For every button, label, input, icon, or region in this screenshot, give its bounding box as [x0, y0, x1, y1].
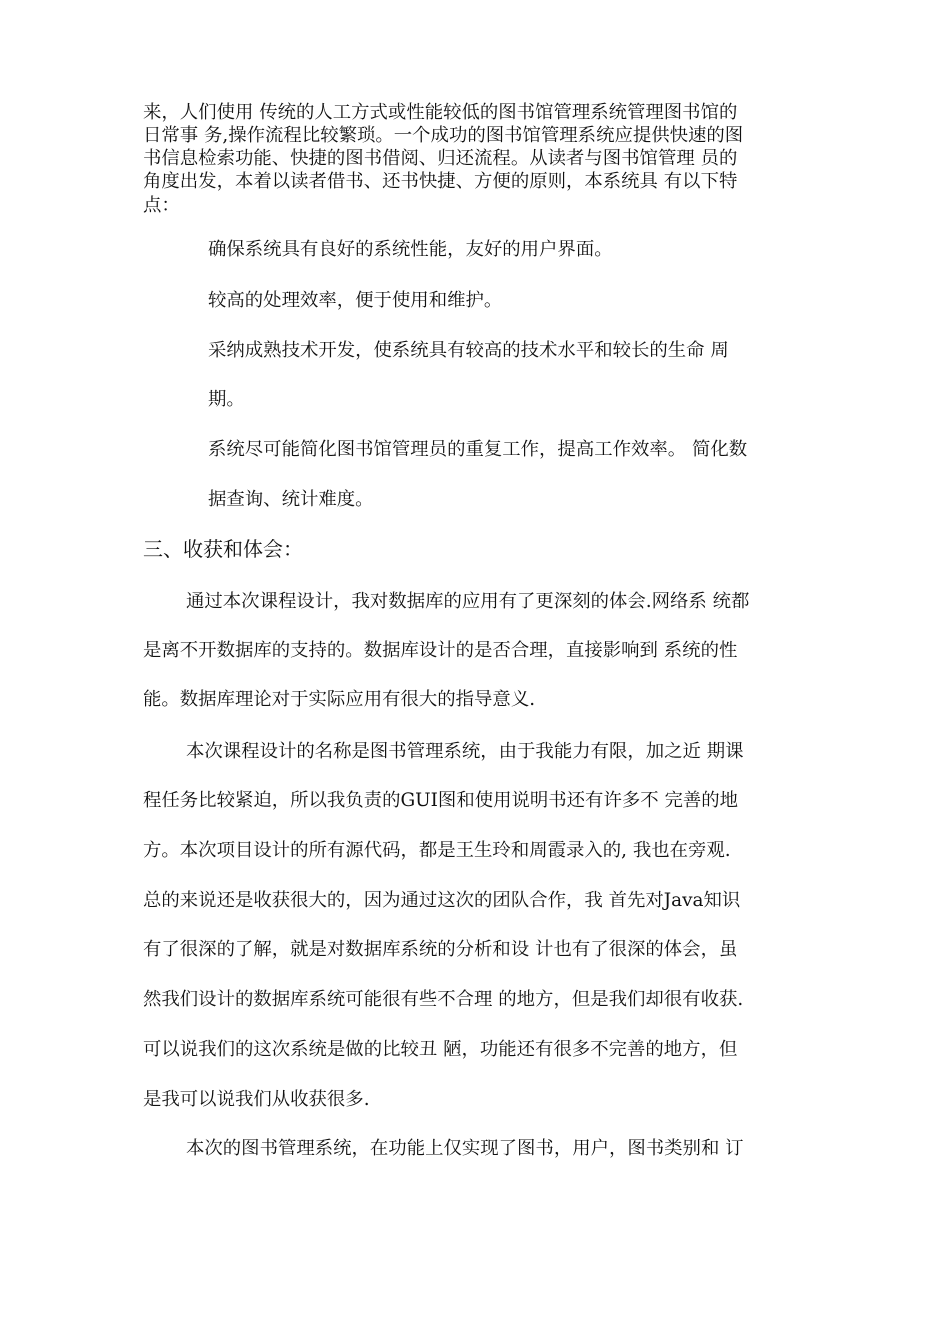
reflection-line: 是我可以说我们从收获很多. [143, 1089, 370, 1110]
reflection-line: 能。数据库理论对于实际应用有很大的指导意义. [143, 689, 536, 710]
reflection-line: 通过本次课程设计，我对数据库的应用有了更深刻的体会.网络系 统都 [186, 591, 750, 612]
reflection-line: 然我们设计的数据库系统可能很有些不合理 的地方，但是我们却很有收获. [143, 989, 744, 1010]
reflection-line: 本次的图书管理系统，在功能上仅实现了图书，用户，图书类别和 订 [186, 1138, 744, 1159]
intro-line: 来，人们使用 传统的人工方式或性能较低的图书馆管理系统管理图书馆的 [143, 102, 738, 123]
feature-line: 确保系统具有良好的系统性能，友好的用户界面。 [208, 239, 613, 260]
feature-line: 采纳成熟技术开发，使系统具有较高的技术水平和较长的生命 周 [208, 340, 729, 361]
feature-line: 据查询、统计难度。 [208, 489, 374, 510]
reflection-line: 可以说我们的这次系统是做的比较丑 陋，功能还有很多不完善的地方，但 [143, 1039, 738, 1060]
reflection-line: 方。本次项目设计的所有源代码，都是王生玲和周霞录入的, 我也在旁观. [143, 840, 731, 861]
intro-line: 日常事 务,操作流程比较繁琐。一个成功的图书馆管理系统应提供快速的图 [143, 125, 744, 146]
intro-line: 角度出发，本着以读者借书、还书快捷、方便的原则，本系统具 有以下特 [143, 171, 738, 192]
feature-line: 系统尽可能简化图书馆管理员的重复工作，提高工作效率。 简化数 [208, 439, 748, 460]
reflection-line: 总的来说还是收获很大的，因为通过这次的团队合作，我 首先对Java知识 [143, 890, 741, 911]
intro-line: 点： [143, 195, 180, 216]
feature-line: 期。 [208, 389, 245, 410]
section-heading: 三、收获和体会： [143, 537, 303, 561]
reflection-line: 程任务比较紧迫，所以我负责的GUI图和使用说明书还有许多不 完善的地 [143, 790, 739, 811]
reflection-line: 有了很深的了解，就是对数据库系统的分析和设 计也有了很深的体会，虽 [143, 939, 738, 960]
intro-line: 书信息检索功能、快捷的图书借阅、归还流程。从读者与图书馆管理 员的 [143, 148, 738, 169]
reflection-line: 本次课程设计的名称是图书管理系统，由于我能力有限，加之近 期课 [186, 741, 744, 762]
feature-line: 较高的处理效率，便于使用和维护。 [208, 290, 503, 311]
reflection-line: 是离不开数据库的支持的。数据库设计的是否合理，直接影响到 系统的性 [143, 640, 738, 661]
